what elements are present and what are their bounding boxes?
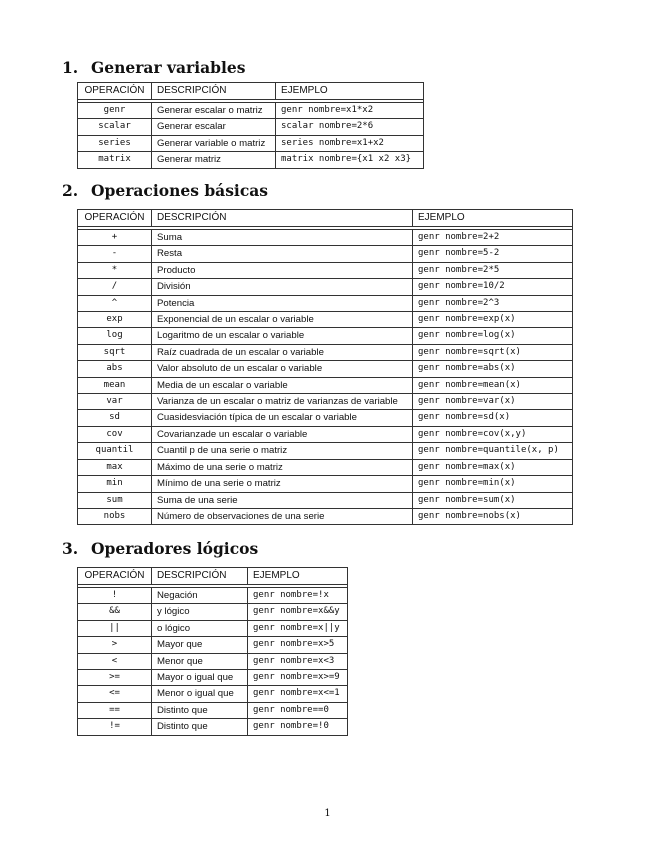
example-cell: genr nombre=var(x) bbox=[413, 394, 573, 410]
operation-cell: nobs bbox=[78, 508, 152, 524]
example-cell: genr nombre=quantile(x, p) bbox=[413, 443, 573, 459]
operation-cell: sum bbox=[78, 492, 152, 508]
description-cell: Media de un escalar o variable bbox=[152, 377, 413, 393]
table-row bbox=[78, 604, 348, 620]
column-header-description: DESCRIPCIÓN bbox=[152, 83, 276, 100]
table-row bbox=[78, 279, 573, 295]
table-row bbox=[78, 230, 573, 246]
example-cell: series nombre=x1+x2 bbox=[276, 135, 424, 151]
operation-cell: && bbox=[78, 604, 152, 620]
operation-cell: ^ bbox=[78, 295, 152, 311]
description-cell: Logaritmo de un escalar o variable bbox=[152, 328, 413, 344]
table-header-row bbox=[78, 568, 348, 585]
description-cell: Varianza de un escalar o matriz de varianzas de variable bbox=[152, 394, 413, 410]
section-number: 3. bbox=[62, 539, 79, 558]
description-cell: Menor o igual que bbox=[152, 686, 248, 702]
column-header-example: EJEMPLO bbox=[276, 83, 424, 100]
example-cell: genr nombre=sum(x) bbox=[413, 492, 573, 508]
description-cell: Distinto que bbox=[152, 719, 248, 735]
example-cell: genr nombre=min(x) bbox=[413, 476, 573, 492]
example-cell: genr nombre=x1*x2 bbox=[276, 103, 424, 119]
example-cell: genr nombre=x&&y bbox=[248, 604, 348, 620]
example-cell: genr nombre=5-2 bbox=[413, 246, 573, 262]
table-row bbox=[78, 637, 348, 653]
description-cell: Menor que bbox=[152, 653, 248, 669]
table-row bbox=[78, 394, 573, 410]
example-cell: genr nombre=2+2 bbox=[413, 230, 573, 246]
description-cell: Distinto que bbox=[152, 702, 248, 718]
operation-cell: + bbox=[78, 230, 152, 246]
description-cell: Generar escalar bbox=[152, 119, 276, 135]
operation-cell: || bbox=[78, 620, 152, 636]
description-cell: Producto bbox=[152, 262, 413, 278]
table-row bbox=[78, 312, 573, 328]
table-row bbox=[78, 670, 348, 686]
section-number: 2. bbox=[62, 181, 79, 200]
description-cell: Resta bbox=[152, 246, 413, 262]
operation-cell: genr bbox=[78, 103, 152, 119]
section-title bbox=[62, 181, 268, 200]
example-cell: genr nombre=max(x) bbox=[413, 459, 573, 475]
description-cell: Generar escalar o matriz bbox=[152, 103, 276, 119]
example-cell: genr nombre==0 bbox=[248, 702, 348, 718]
description-cell: y lógico bbox=[152, 604, 248, 620]
column-header-description: DESCRIPCIÓN bbox=[152, 568, 248, 585]
table-row bbox=[78, 410, 573, 426]
operation-cell: min bbox=[78, 476, 152, 492]
example-cell: genr nombre=x<3 bbox=[248, 653, 348, 669]
example-cell: scalar nombre=2*6 bbox=[276, 119, 424, 135]
example-cell: genr nombre=sd(x) bbox=[413, 410, 573, 426]
description-cell: Exponencial de un escalar o variable bbox=[152, 312, 413, 328]
table-row bbox=[78, 476, 573, 492]
operaciones-basicas-table bbox=[77, 209, 573, 525]
column-header-description: DESCRIPCIÓN bbox=[152, 210, 413, 227]
table-row bbox=[78, 588, 348, 604]
operation-cell: abs bbox=[78, 361, 152, 377]
example-cell: genr nombre=2*5 bbox=[413, 262, 573, 278]
operation-cell: * bbox=[78, 262, 152, 278]
example-cell: genr nombre=10/2 bbox=[413, 279, 573, 295]
table-row bbox=[78, 152, 424, 168]
section-number: 1. bbox=[62, 58, 79, 77]
example-cell: genr nombre=cov(x,y) bbox=[413, 426, 573, 442]
operadores-logicos-table bbox=[77, 567, 348, 736]
table-row bbox=[78, 377, 573, 393]
description-cell: Potencia bbox=[152, 295, 413, 311]
operation-cell: <= bbox=[78, 686, 152, 702]
table-row bbox=[78, 620, 348, 636]
table-header-row bbox=[78, 210, 573, 227]
table-row bbox=[78, 344, 573, 360]
description-cell: División bbox=[152, 279, 413, 295]
table-header-row bbox=[78, 83, 424, 100]
operation-cell: mean bbox=[78, 377, 152, 393]
operation-cell: sd bbox=[78, 410, 152, 426]
description-cell: Generar matriz bbox=[152, 152, 276, 168]
description-cell: Negación bbox=[152, 588, 248, 604]
operation-cell: != bbox=[78, 719, 152, 735]
operation-cell: - bbox=[78, 246, 152, 262]
example-cell: genr nombre=2^3 bbox=[413, 295, 573, 311]
operation-cell: quantil bbox=[78, 443, 152, 459]
table-row bbox=[78, 702, 348, 718]
example-cell: genr nombre=x<=1 bbox=[248, 686, 348, 702]
table-row bbox=[78, 426, 573, 442]
operation-cell: < bbox=[78, 653, 152, 669]
description-cell: Generar variable o matriz bbox=[152, 135, 276, 151]
description-cell: Mayor que bbox=[152, 637, 248, 653]
example-cell: genr nombre=!x bbox=[248, 588, 348, 604]
operation-cell: series bbox=[78, 135, 152, 151]
column-header-operation: OPERACIÓN bbox=[78, 83, 152, 100]
table-row bbox=[78, 508, 573, 524]
table-row bbox=[78, 361, 573, 377]
example-cell: genr nombre=abs(x) bbox=[413, 361, 573, 377]
description-cell: Mayor o igual que bbox=[152, 670, 248, 686]
generar-variables-table bbox=[77, 82, 424, 169]
description-cell: Cuantil p de una serie o matriz bbox=[152, 443, 413, 459]
operation-cell: / bbox=[78, 279, 152, 295]
description-cell: Raíz cuadrada de un escalar o variable bbox=[152, 344, 413, 360]
operation-cell: max bbox=[78, 459, 152, 475]
operation-cell: >= bbox=[78, 670, 152, 686]
example-cell: genr nombre=nobs(x) bbox=[413, 508, 573, 524]
column-header-operation: OPERACIÓN bbox=[78, 568, 152, 585]
description-cell: Número de observaciones de una serie bbox=[152, 508, 413, 524]
description-cell: Mínimo de una serie o matriz bbox=[152, 476, 413, 492]
table-row bbox=[78, 328, 573, 344]
operation-cell: ! bbox=[78, 588, 152, 604]
table-row bbox=[78, 443, 573, 459]
table-row bbox=[78, 246, 573, 262]
section-title-text: Operadores lógicos bbox=[91, 539, 259, 558]
example-cell: genr nombre=sqrt(x) bbox=[413, 344, 573, 360]
section-title-text: Operaciones básicas bbox=[91, 181, 269, 200]
description-cell: Valor absoluto de un escalar o variable bbox=[152, 361, 413, 377]
description-cell: Máximo de una serie o matriz bbox=[152, 459, 413, 475]
operation-cell: matrix bbox=[78, 152, 152, 168]
operation-cell: == bbox=[78, 702, 152, 718]
page-number: 1 bbox=[324, 808, 331, 819]
operation-cell: > bbox=[78, 637, 152, 653]
description-cell: o lógico bbox=[152, 620, 248, 636]
example-cell: genr nombre=x>=9 bbox=[248, 670, 348, 686]
table-row bbox=[78, 459, 573, 475]
description-cell: Suma de una serie bbox=[152, 492, 413, 508]
example-cell: matrix nombre={x1 x2 x3} bbox=[276, 152, 424, 168]
operation-cell: sqrt bbox=[78, 344, 152, 360]
section-title bbox=[62, 58, 245, 77]
operation-cell: var bbox=[78, 394, 152, 410]
column-header-example: EJEMPLO bbox=[248, 568, 348, 585]
table-row bbox=[78, 295, 573, 311]
operation-cell: exp bbox=[78, 312, 152, 328]
section-title bbox=[62, 539, 258, 558]
table-row bbox=[78, 719, 348, 735]
example-cell: genr nombre=x>5 bbox=[248, 637, 348, 653]
operation-cell: cov bbox=[78, 426, 152, 442]
table-row bbox=[78, 119, 424, 135]
example-cell: genr nombre=!0 bbox=[248, 719, 348, 735]
description-cell: Cuasidesviación típica de un escalar o variable bbox=[152, 410, 413, 426]
section-title-text: Generar variables bbox=[91, 58, 246, 77]
table-row bbox=[78, 135, 424, 151]
example-cell: genr nombre=x||y bbox=[248, 620, 348, 636]
column-header-example: EJEMPLO bbox=[413, 210, 573, 227]
table-row bbox=[78, 653, 348, 669]
operation-cell: scalar bbox=[78, 119, 152, 135]
example-cell: genr nombre=mean(x) bbox=[413, 377, 573, 393]
operation-cell: log bbox=[78, 328, 152, 344]
description-cell: Suma bbox=[152, 230, 413, 246]
column-header-operation: OPERACIÓN bbox=[78, 210, 152, 227]
table-row bbox=[78, 262, 573, 278]
table-row bbox=[78, 492, 573, 508]
example-cell: genr nombre=exp(x) bbox=[413, 312, 573, 328]
example-cell: genr nombre=log(x) bbox=[413, 328, 573, 344]
table-row bbox=[78, 103, 424, 119]
description-cell: Covarianzade un escalar o variable bbox=[152, 426, 413, 442]
table-row bbox=[78, 686, 348, 702]
